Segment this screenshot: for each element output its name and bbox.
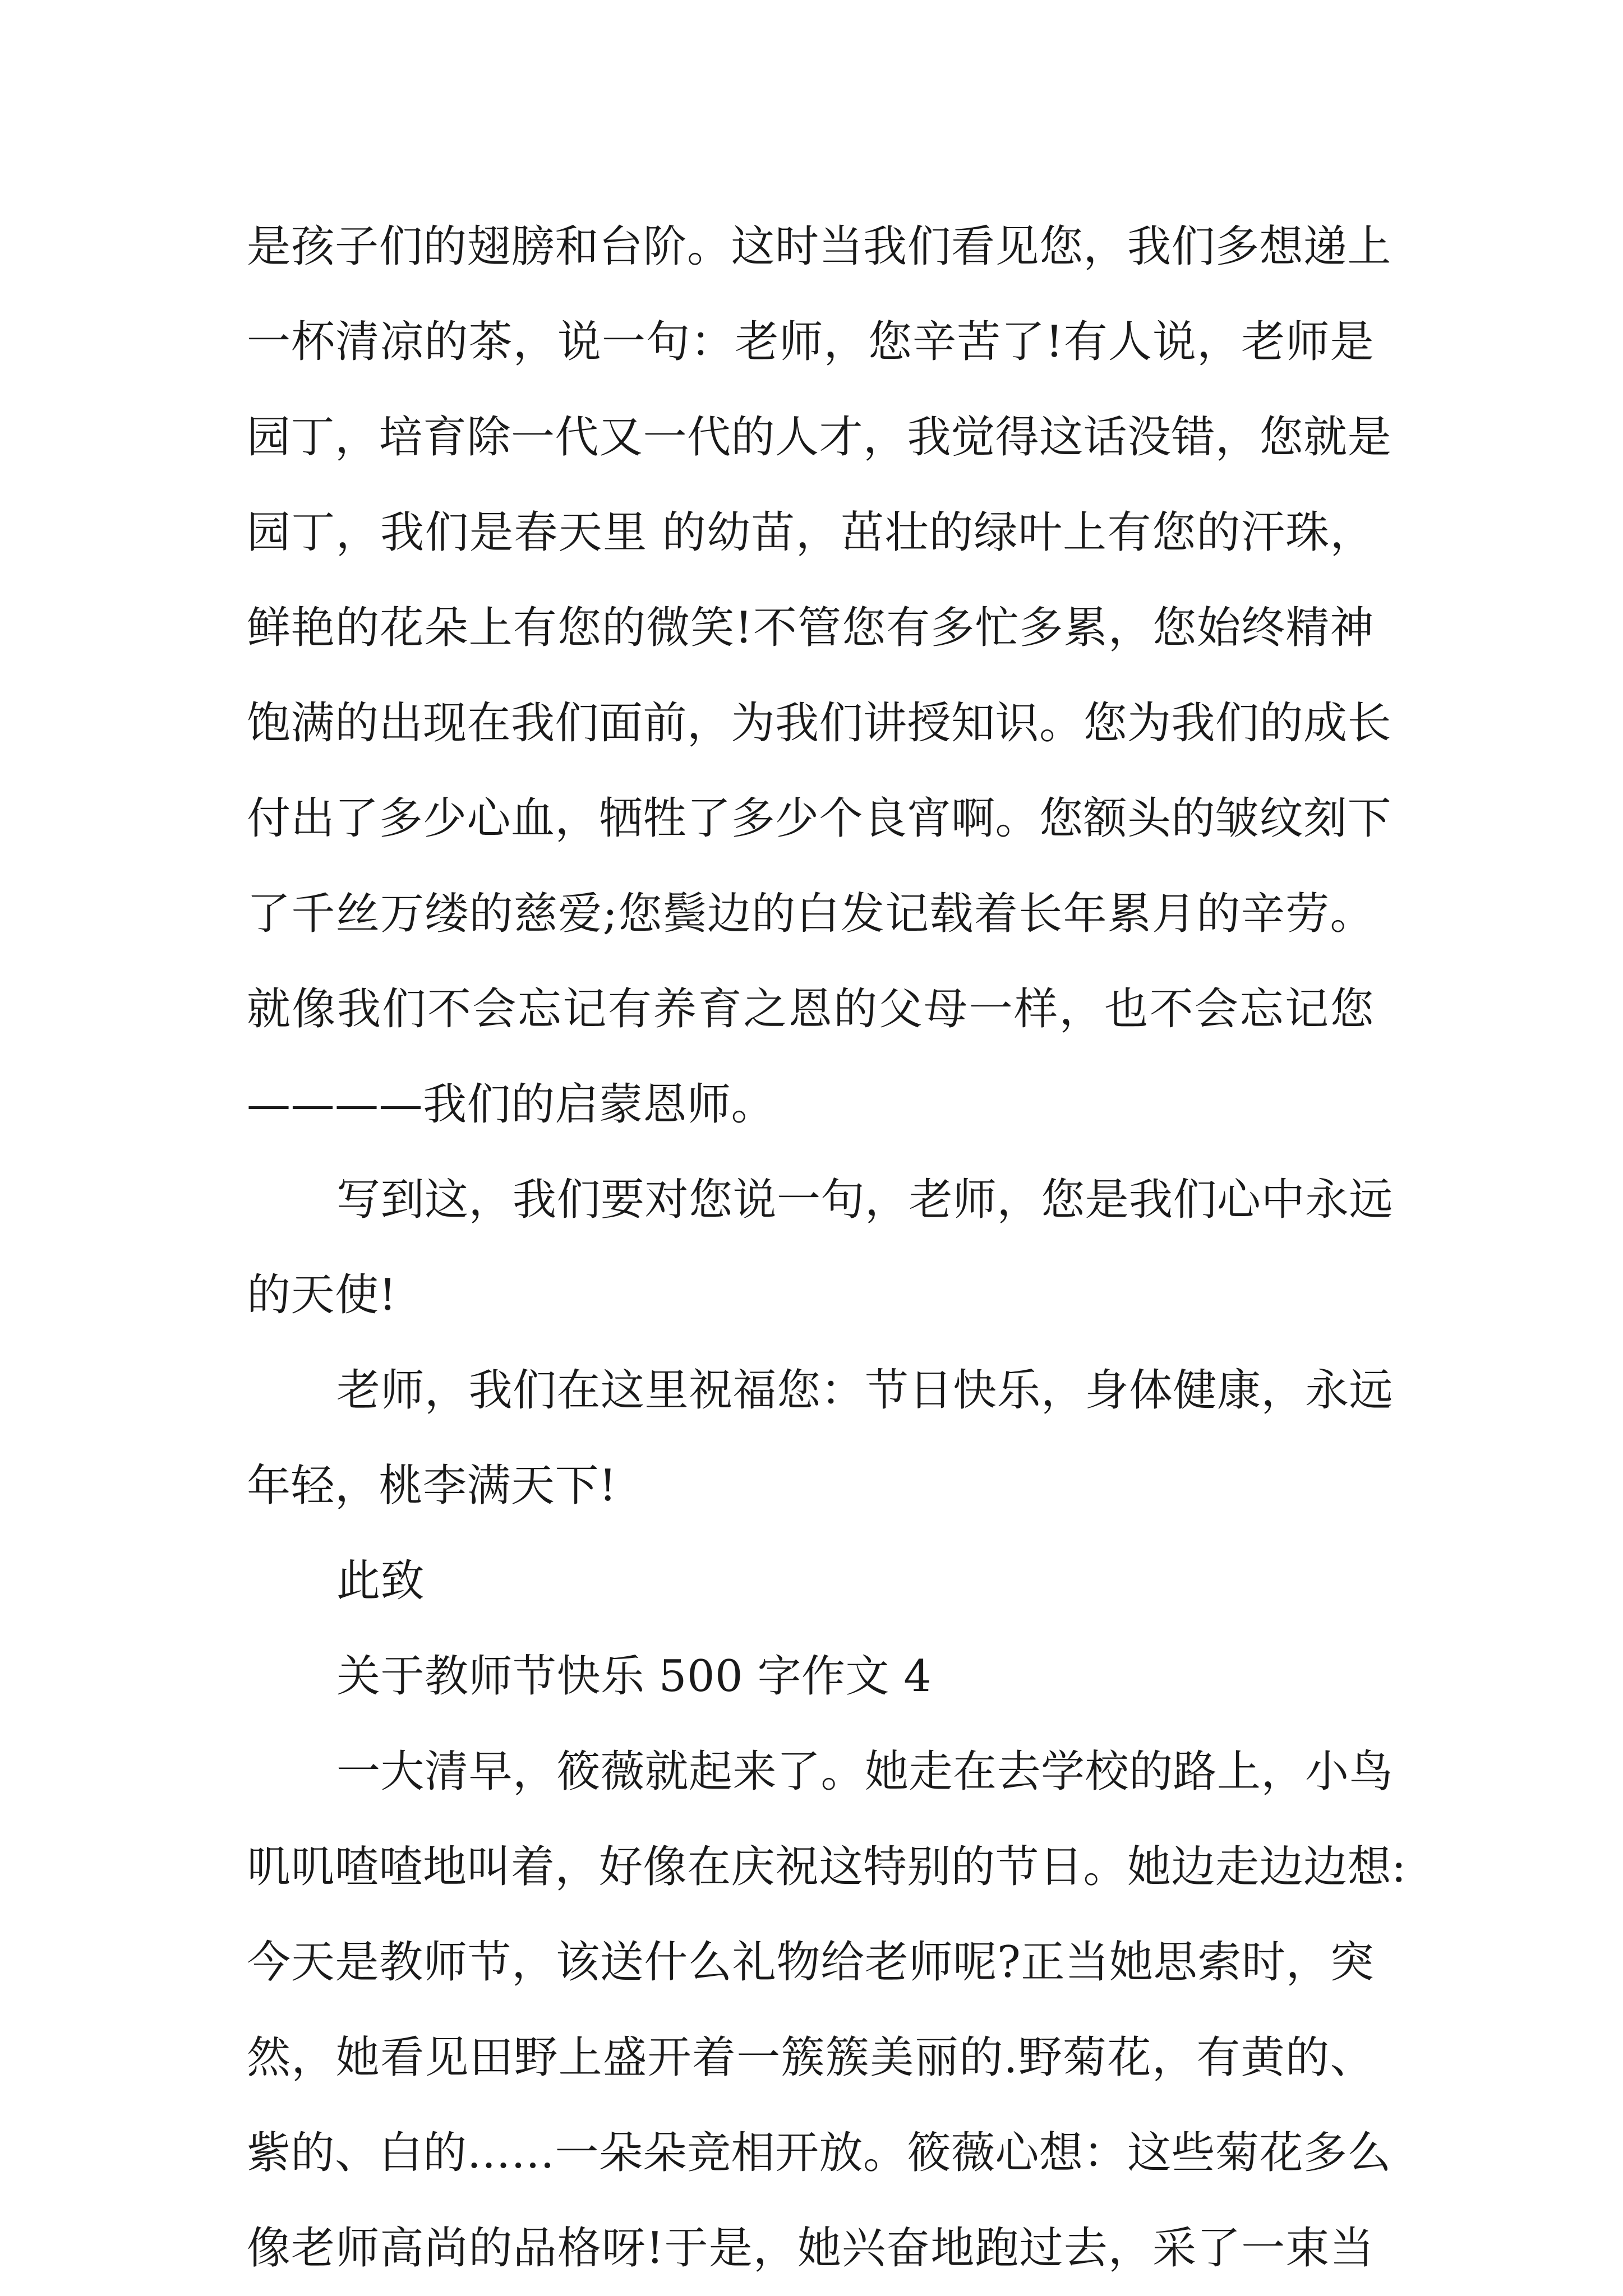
text-line: 年轻，桃李满天下! [247,1461,617,1511]
text-line: 紫的、白的……一朵朵竞相开放。筱薇心想：这些菊花多么 [247,2128,1392,2178]
paragraph-first-line: 写到这，我们要对您说一句，老师，您是我们心中永远 [336,1175,1394,1225]
text-line: 一杯清凉的茶，说一句：老师，您辛苦了!有人说，老师是 [247,317,1374,367]
section-heading: 关于教师节快乐 500 字作文 4 [336,1651,932,1702]
text-line: 是孩子们的翅膀和台阶。这时当我们看见您，我们多想递上 [247,221,1392,272]
text-line: 的天使! [247,1270,397,1320]
text-line: 叽叽喳喳地叫着，好像在庆祝这特别的节日。她边走边边想: [247,1842,1407,1892]
text-line: 就像我们不会忘记有养育之恩的父母一样，也不会忘记您 [247,984,1374,1034]
text-line: 了千丝万缕的慈爱;您鬓边的白发记载着长年累月的辛劳。 [247,889,1374,939]
closing-salutation: 此致 [336,1556,425,1606]
paragraph-first-line: 老师，我们在这里祝福您：节日快乐，身体健康，永远 [336,1365,1394,1416]
text-line: 园丁，培育除一代又一代的人才，我觉得这话没错，您就是 [247,412,1392,463]
text-line: 像老师高尚的品格呀!于是，她兴奋地跑过去，采了一束当 [247,2223,1374,2274]
text-line: 今天是教师节，该送什么礼物给老师呢?正当她思索时，突 [247,1937,1374,1988]
text-line: 饱满的出现在我们面前，为我们讲授知识。您为我们的成长 [247,698,1392,749]
text-line: ————我们的启蒙恩师。 [247,1079,776,1130]
text-line: 园丁，我们是春天里 的幼苗，茁壮的绿叶上有您的汗珠， [247,507,1374,558]
text-line: 然，她看见田野上盛开着一簇簇美丽的.野菊花，有黄的、 [247,2032,1374,2083]
text-line: 付出了多少心血，牺牲了多少个良宵啊。您额头的皱纹刻下 [247,793,1392,844]
paragraph-first-line: 一大清早，筱薇就起来了。她走在去学校的路上，小鸟 [336,1747,1394,1797]
text-line: 鲜艳的花朵上有您的微笑!不管您有多忙多累，您始终精神 [247,603,1374,653]
